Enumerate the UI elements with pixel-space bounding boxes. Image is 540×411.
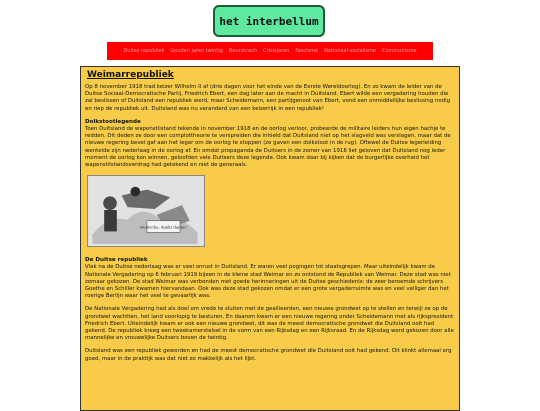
nav-link-communisme[interactable]: Communisme [382, 48, 417, 54]
nav-link-gouden-jaren[interactable]: Gouden jaren twintig [170, 48, 223, 54]
nav-link-fascisme[interactable]: Fascisme [295, 48, 319, 54]
site-title-box [213, 5, 325, 37]
site-title: het interbellum [219, 14, 319, 28]
cartoon-image [87, 175, 205, 247]
paragraph-closing: Duitsland was een republiek geworden en had de meest democratische grondwet die Duitsland ooit had gekend. Dit klinkt allemaal erg goed, maar in de praktijk was dat niet zo makkelijk als het lijkt. [85, 348, 452, 362]
nav-link-beurskrach[interactable]: Beurskrach [228, 48, 258, 54]
nav-bar [107, 42, 433, 60]
content-panel [80, 66, 460, 411]
intro-paragraph: Op 8 november 1918 trad keizer Wilhelm II af (drie dagen voor het einde van de Eerste Wereldoorlog). En zo kwam de leider van de Duitse Sociaal-Democratische Partij, Friedrich Ebert, een dag later aan de macht in Duitsland. Ebert wilde een vergadering houden die zal beslissen of Duitsland een republiek werd, maar Scheidemann, een partijgenoot van Ebert, vond een onmiddellijke beslissing nodig en riep de republiek uit. Duitsland was nu veranderd van een keizerrijk in een republiek! [85, 84, 450, 112]
section-text-duitse-republiek: Vlak na de Duitse nederlaag was er veel onrust in Duitsland. Er waren veel pogingen tot staatsgrepen. Maar uiteindelijk kwam de Nationale Vergadering op 6 februari 1919 bijeen in de kleine stad Weimar en zo ontstond de Republiek van Weimar. Deze stad was niet zomaar gekozen. De stad Weimar was verbonden met goede herinneringen uit de Duitse geschiedenis: de zeer beroemde schrijvers Goethe en Schiller kwamen hiervandaan. Ook was deze stad gekozen omdat er een grote vergaderruimte was en veel veiliger dan het roerige Berlijn waar het veel te gevaarlijk was. [85, 264, 451, 300]
section-heading-dolkstoot: Dolkstootlegende [85, 118, 141, 125]
nav-link-duitse-republiek[interactable]: Duitse republiek [123, 48, 165, 54]
paragraph-nationale-vergadering: De Nationale Vergadering had als doel om vrede te sluiten met de geallieerden, een nieuwe grondwet op te stellen en terwijl ze op de grondwet wachtten, het land voorlopig te besturen. En daarom kwam er een nieuwe regering onder Scheidemann met als rijkspresident Friedrich Ebert. Uiteindelijk kwam er ook een nieuwe grondwet, dit was de meest democratische grondwet die Duitsland ooit had gekend. De republiek kreeg een tweekamerstelsel in de vorm van een Rijksdag en een Rijksraad. En de Rijksdag werd gekozen door alle mannelijke en vrouwelijke Duitsers boven de twintig. [85, 306, 454, 342]
section-text-dolkstoot: Toen Duitsland de wapenstilstand tekende in november 1918 en de oorlog verloor, probeerde de militaire leiders hun eigen hachje te redden. Dit deden ze door een complottheorie te verspreiden die inhield dat Duitsland niet op het slagveld was verslagen, maar dat de nieuwe regering bevel gaf aan het leger om de oorlog te stoppen (ze gaven een dolkstoot in de rug). Oftewel de Duitse legerleiding wentelde zijn nederlaag in de oorlog af. En omdat propaganda de Duitsers in de zomer van 1918 liet geloven dat Duitsland nog ieder moment de oorlog kon winnen, geloofden vele Duitsers deze legende. Ook kwam daar bij kijken dat de burgerlijke overheid het wapenstilstandsverdrag had getekend en niet de generaals. [85, 126, 451, 169]
section-heading-duitse-republiek: De Duitse republiek [85, 257, 148, 264]
nav-link-crisisjaren[interactable]: Crisisjaren [263, 48, 290, 54]
nav-link-nationaal-socialisme[interactable]: Nationaal-socialisme [324, 48, 376, 54]
article-title: Weimarrepubliek [87, 70, 174, 80]
cartoon-caption: Deutsche, dankt danke! [140, 224, 187, 230]
